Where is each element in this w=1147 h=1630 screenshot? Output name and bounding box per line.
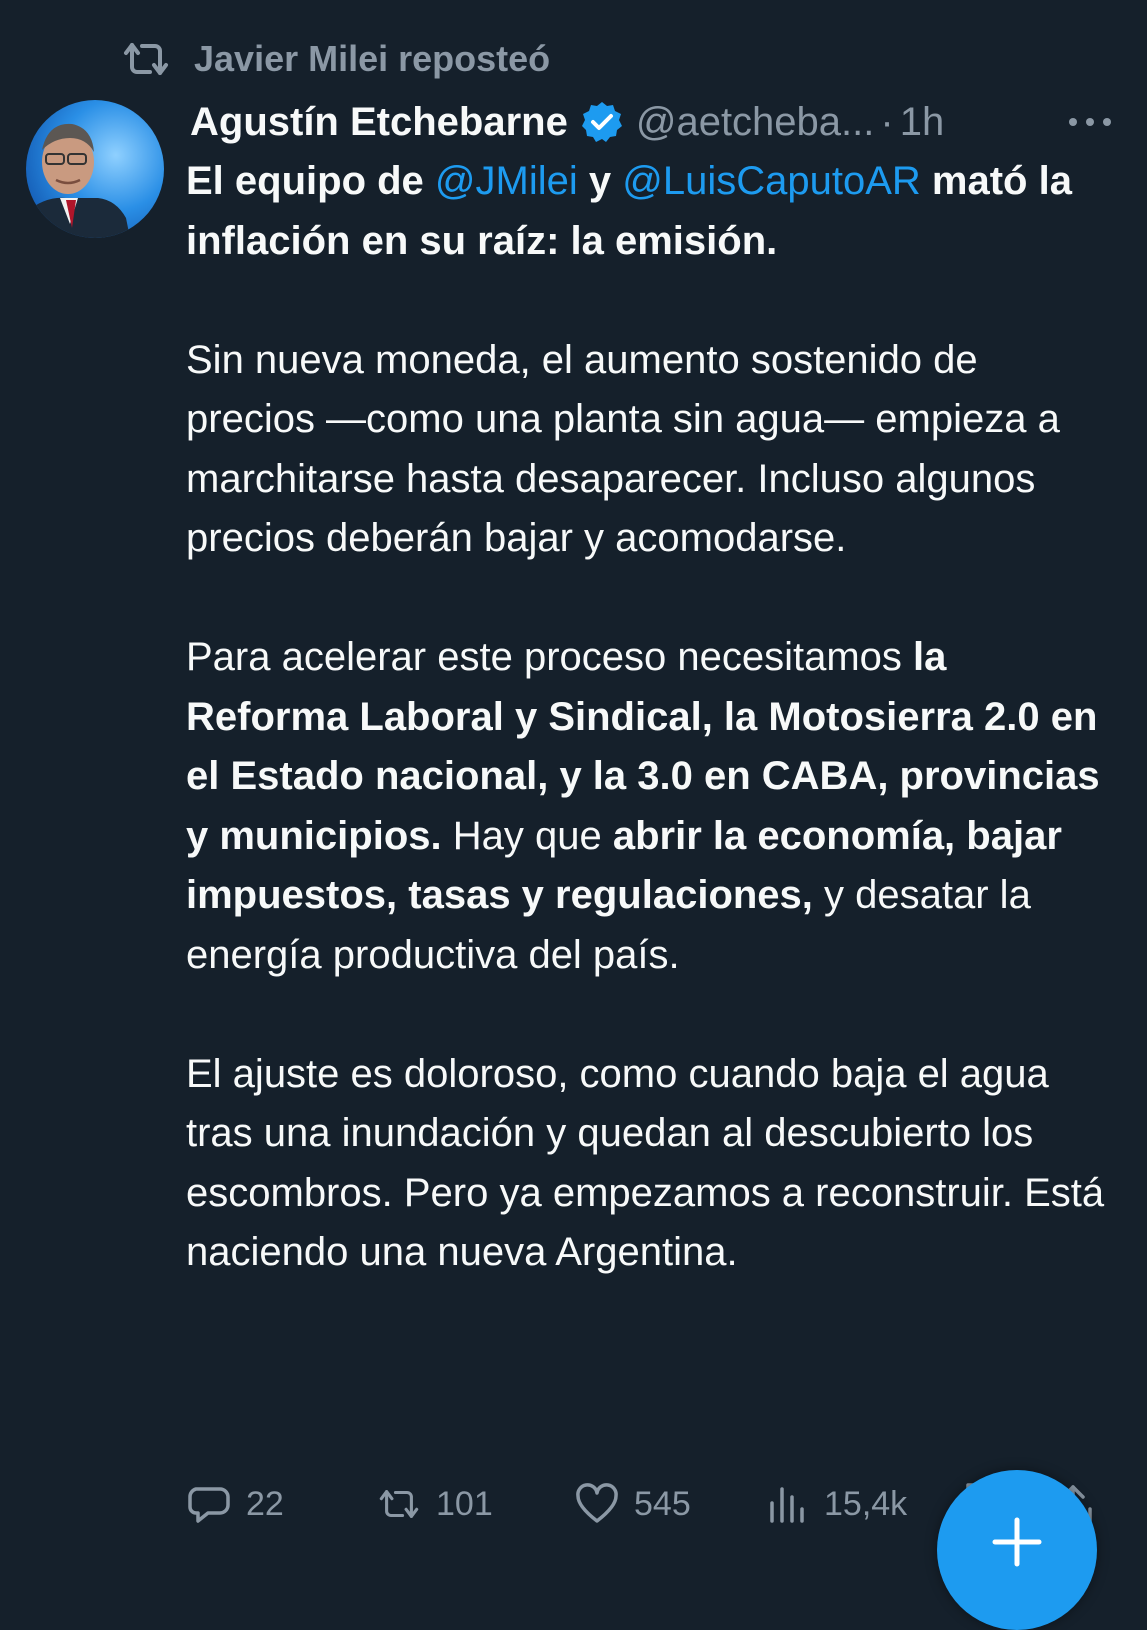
views-button[interactable] [764,1472,907,1536]
reply-button[interactable] [186,1472,284,1536]
tweet-paragraph-3: Para acelerar este proceso necesitamos la Reforma Laboral y Sindical, la Motosierra 2.0 en el Estado nacional, y la 3.0 en CABA, provincias y municipios. Hay que abrir la economía, bajar impuestos, tasas y regulaciones, y desatar la energía productiva del país. [186,635,1100,977]
mention-luiscaputoar[interactable]: @LuisCaputoAR [622,159,921,203]
like-count: 545 [634,1484,691,1523]
tweet-text [186,152,1116,1283]
author-name[interactable]: Agustín Etchebarne [190,99,568,144]
tweet-timestamp[interactable]: 1h [899,99,945,144]
repost-button[interactable] [376,1472,493,1536]
views-count: 15,4k [824,1484,908,1523]
compose-fab-button[interactable] [937,1470,1097,1630]
reply-icon [186,1481,232,1527]
like-button[interactable] [574,1472,691,1536]
tweet-paragraph-4: El ajuste es doloroso, como cuando baja el agua tras una inundación y quedan al descubierto los escombros. Pero ya empezamos a reconstruir. Está naciendo una nueva Argentina. [186,1051,1105,1274]
tweet-header [190,94,1127,150]
repost-icon [120,39,172,79]
repost-count: 101 [436,1484,493,1523]
avatar-image [26,100,164,238]
repost-text: Javier Milei reposteó [194,38,551,79]
views-chart-icon [764,1481,810,1527]
mention-jmilei[interactable]: @JMilei [434,159,578,203]
repost-indicator[interactable] [120,34,550,84]
plus-icon [989,1514,1045,1570]
header-separator: · [880,99,894,144]
verified-badge-icon [580,100,624,144]
repost-icon [376,1481,422,1527]
reply-count: 22 [246,1484,284,1523]
more-options-icon[interactable] [1065,112,1115,132]
author-handle[interactable]: @aetcheba... [635,99,875,144]
avatar[interactable] [26,100,164,238]
tweet-paragraph-1: El equipo de @JMilei y @LuisCaputoAR mató la inflación en su raíz: la emisión. [186,159,1072,263]
tweet-paragraph-2: Sin nueva moneda, el aumento sostenido de precios —como una planta sin agua— empieza a marchitarse hasta desaparecer. Incluso algunos precios deberán bajar y acomodarse. [186,337,1060,560]
heart-icon [574,1481,620,1527]
